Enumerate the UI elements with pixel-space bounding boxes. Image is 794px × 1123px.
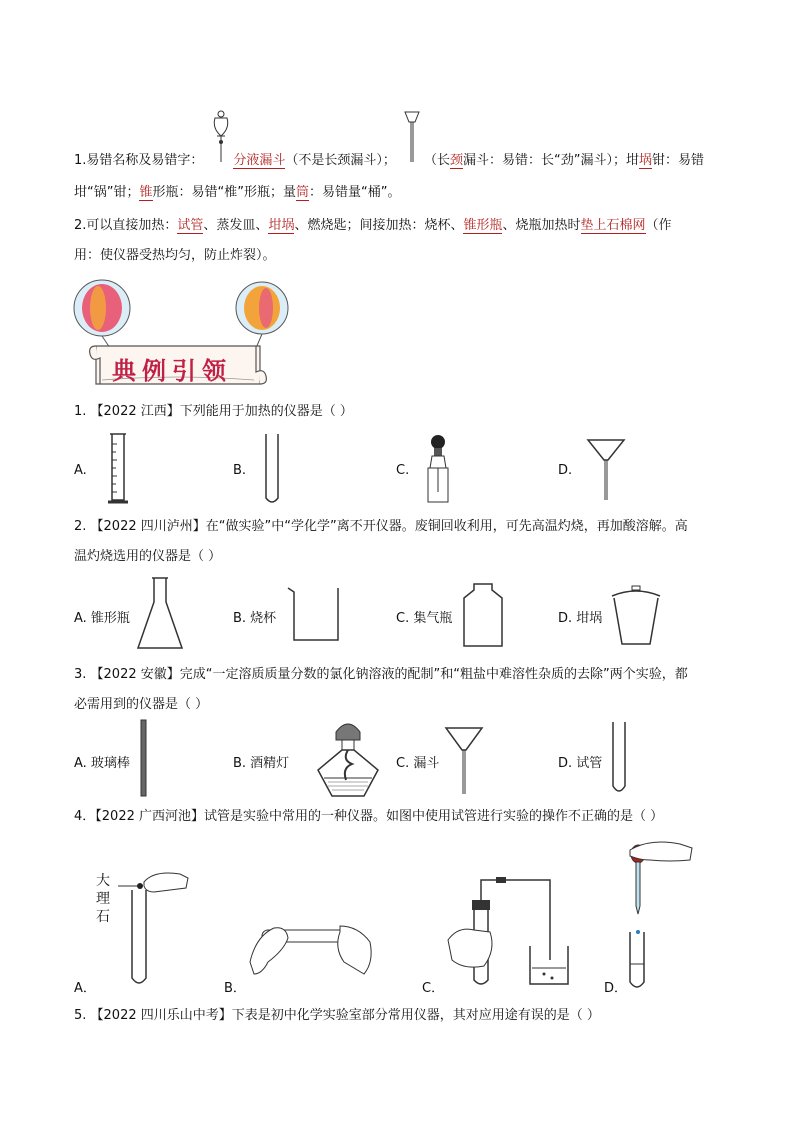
q1-option-c[interactable]: C. [396,463,410,478]
dropper-bottle-icon [422,432,454,506]
separatory-funnel-icon [208,106,234,166]
q4-stem: 4．【2022 广西河池】试管是实验中常用的一种仪器。如图中使用试管进行实验的操作不正确的是（ ） [74,809,664,824]
funnel-icon [586,436,626,504]
balloon-right-icon [232,278,292,348]
crucible-icon [608,584,664,648]
q3-option-b[interactable]: B. 酒精灯 [233,756,290,771]
shaking-test-tube-illustration [248,902,378,982]
q4-option-a[interactable]: A． [74,981,96,996]
q3-option-d[interactable]: D. 试管 [558,756,603,771]
q4-option-d[interactable]: D． [604,981,628,996]
funnel-icon-q3 [444,724,484,798]
q4-option-b[interactable]: B． [224,981,246,996]
alcohol-lamp-icon [310,720,386,800]
q2-stem-line1: 2. 【2022 四川泸州】在“做实验”中“学化学”离不开仪器。废铜回收利用，可先高温灼烧，再加酸溶解。高 [74,519,688,534]
q1-stem: 1. 【2022 江西】下列能用于加热的仪器是（ ） [74,404,353,419]
glass-rod-icon [140,718,148,798]
q1-option-a[interactable]: A. [74,463,87,478]
q2-option-b[interactable]: B. 烧杯 [233,611,277,626]
note-line-3: 2.可以直接加热：试管、蒸发皿、坩埚、燃烧匙；间接加热：烧杯、锥形瓶、烧瓶加热时垫上石棉网（作 [74,218,672,233]
beaker-icon [286,584,344,646]
note-line-1: 1.易错名称及易错字： 分液漏斗（不是长颈漏斗）； （长颈漏斗：易错：长“劲”漏斗）；坩埚钳：易错 [74,153,704,168]
marble-label: 大 理 石 [96,873,110,925]
test-tube-icon-q3 [609,720,629,796]
q2-option-d[interactable]: D. 坩埚 [558,611,603,626]
dropper-test-tube-illustration [620,836,700,992]
q2-stem-line2: 温灼烧选用的仪器是（ ） [74,549,222,564]
gas-collecting-bottle-icon [460,580,506,650]
gas-tightness-check-illustration [444,870,574,992]
q2-option-c[interactable]: C. 集气瓶 [396,611,453,626]
banner-title: 典例引领 [112,356,232,385]
q5-stem: 5. 【2022 四川乐山中考】下表是初中化学实验室部分常用仪器，其对应用途有误的是（ ） [74,1008,600,1023]
note-line-4: 用：使仪器受热均匀，防止炸裂）。 [74,248,276,263]
q1-option-b[interactable]: B. [233,463,247,478]
q3-stem-line1: 3. 【2022 安徽】完成“一定溶质质量分数的氯化钠溶液的配制”和“粗盐中难溶性杂质的去除”两个实验，都 [74,667,688,682]
q3-option-a[interactable]: A. 玻璃棒 [74,756,130,771]
long-neck-funnel-icon [402,108,422,164]
test-tube-icon [262,432,282,506]
q2-option-a[interactable]: A. 锥形瓶 [74,611,130,626]
balloon-left-icon [70,278,134,348]
erlenmeyer-flask-icon [134,574,186,654]
q4-option-c[interactable]: C． [422,981,445,996]
adding-marble-illustration [110,866,190,988]
term-separatory-funnel: 分液漏斗 [233,153,286,168]
q1-option-d[interactable]: D. [558,463,573,478]
q3-stem-line2: 必需用到的仪器是（ ） [74,697,209,712]
graduated-cylinder-icon [104,430,132,506]
q3-option-c[interactable]: C. 漏斗 [396,756,440,771]
note-line-2: 坩“锅”钳；锥形瓶：易错“椎”形瓶；量筒：易错量“桶”。 [74,185,401,200]
